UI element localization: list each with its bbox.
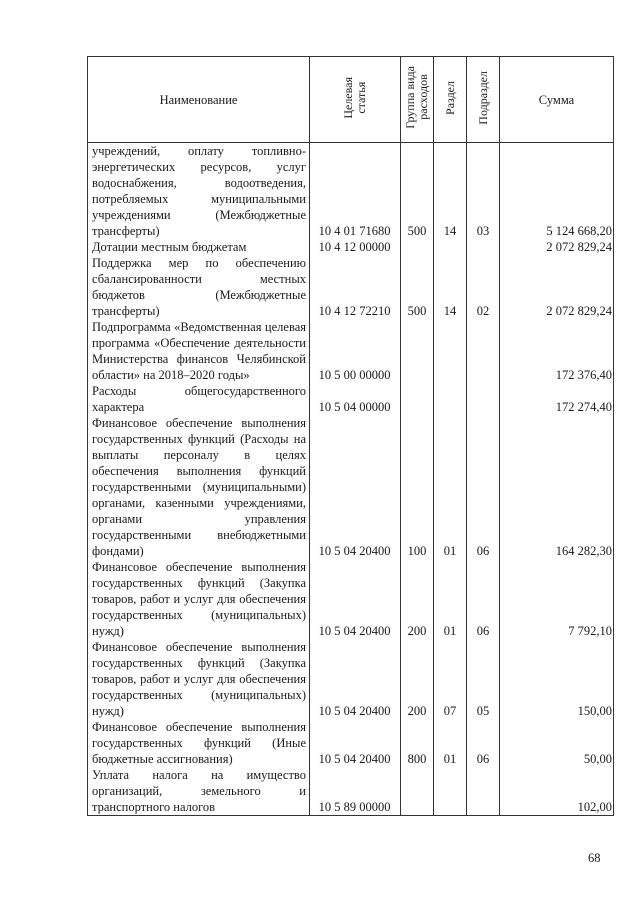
row-name: Уплата налога на имущество организаций, земельного и транспортного налогов — [88, 767, 310, 816]
row-section: 01 — [434, 415, 467, 559]
row-subsection: 06 — [467, 415, 500, 559]
row-name: учреждений, оплату топливно-энергетических ресурсов, услуг водоснабжения, водоотведения, потребляемых муниципальными учреждениями (Межбюджетные трансферты) — [88, 143, 310, 240]
row-name: Финансовое обеспечение выполнения государственных функций (Закупка товаров, работ и услуг для обеспечения государственных (муниципальных) нужд) — [88, 639, 310, 719]
row-subsection: 06 — [467, 719, 500, 767]
row-name: Финансовое обеспечение выполнения государственных функций (Закупка товаров, работ и услуг для обеспечения государственных (муниципальных) нужд) — [88, 559, 310, 639]
row-subsection — [467, 767, 500, 816]
table-header-row — [88, 57, 614, 143]
table-row — [88, 559, 614, 639]
row-group: 200 — [401, 559, 434, 639]
row-group: 500 — [401, 255, 434, 319]
row-sum: 7 792,10 — [500, 559, 614, 639]
row-name: Поддержка мер по обеспечению сбалансированности местных бюджетов (Межбюджетные трансферты) — [88, 255, 310, 319]
row-group: 500 — [401, 143, 434, 240]
row-sum: 50,00 — [500, 719, 614, 767]
row-target: 10 4 12 00000 — [310, 239, 401, 255]
row-target: 10 5 04 20400 — [310, 719, 401, 767]
row-name: Подпрограмма «Ведомственная целевая программа «Обеспечение деятельности Министерства финансов Челябинской области» на 2018–2020 годы» — [88, 319, 310, 383]
table-row — [88, 319, 614, 383]
row-subsection — [467, 383, 500, 415]
header-section: Раздел — [434, 57, 467, 143]
row-name: Финансовое обеспечение выполнения государственных функций (Иные бюджетные ассигнования) — [88, 719, 310, 767]
table-row — [88, 239, 614, 255]
row-target: 10 5 04 20400 — [310, 415, 401, 559]
row-group: 800 — [401, 719, 434, 767]
table-row — [88, 255, 614, 319]
row-target: 10 4 01 71680 — [310, 143, 401, 240]
row-sum: 2 072 829,24 — [500, 239, 614, 255]
row-sum: 172 274,40 — [500, 383, 614, 415]
row-subsection — [467, 239, 500, 255]
row-section — [434, 767, 467, 816]
row-section — [434, 239, 467, 255]
header-target: Целевая статья — [310, 57, 401, 143]
row-section: 14 — [434, 255, 467, 319]
table-row — [88, 415, 614, 559]
row-section — [434, 383, 467, 415]
row-target: 10 5 04 00000 — [310, 383, 401, 415]
table-row — [88, 383, 614, 415]
table-row — [88, 639, 614, 719]
row-section: 14 — [434, 143, 467, 240]
row-subsection: 06 — [467, 559, 500, 639]
header-name: Наименование — [88, 57, 310, 143]
row-subsection: 02 — [467, 255, 500, 319]
row-section — [434, 319, 467, 383]
row-group — [401, 383, 434, 415]
table-row — [88, 719, 614, 767]
row-sum: 150,00 — [500, 639, 614, 719]
row-section: 01 — [434, 719, 467, 767]
row-sum: 2 072 829,24 — [500, 255, 614, 319]
table-row — [88, 767, 614, 816]
row-target: 10 5 00 00000 — [310, 319, 401, 383]
row-group: 200 — [401, 639, 434, 719]
row-target: 10 5 04 20400 — [310, 639, 401, 719]
row-subsection — [467, 319, 500, 383]
row-sum: 5 124 668,20 — [500, 143, 614, 240]
row-sum: 172 376,40 — [500, 319, 614, 383]
row-sum: 164 282,30 — [500, 415, 614, 559]
row-subsection: 03 — [467, 143, 500, 240]
row-name: Расходы общегосударственного характера — [88, 383, 310, 415]
header-sum: Сумма — [500, 57, 614, 143]
row-group: 100 — [401, 415, 434, 559]
row-target: 10 5 89 00000 — [310, 767, 401, 816]
row-section: 01 — [434, 559, 467, 639]
header-group: Группа вида расходов — [401, 57, 434, 143]
row-target: 10 5 04 20400 — [310, 559, 401, 639]
row-group — [401, 239, 434, 255]
page-number: 68 — [588, 851, 601, 865]
row-group — [401, 767, 434, 816]
row-section: 07 — [434, 639, 467, 719]
header-subsection: Подраздел — [467, 57, 500, 143]
row-group — [401, 319, 434, 383]
row-subsection: 05 — [467, 639, 500, 719]
budget-table — [87, 56, 614, 816]
row-name: Финансовое обеспечение выполнения государственных функций (Расходы на выплаты персоналу в целях обеспечения выполнения функций государственными (муниципальными) органами, казенными учреждениями, органами управления государственными внебюджетными фондами) — [88, 415, 310, 559]
table-row — [88, 143, 614, 240]
row-sum: 102,00 — [500, 767, 614, 816]
row-target: 10 4 12 72210 — [310, 255, 401, 319]
row-name: Дотации местным бюджетам — [88, 239, 310, 255]
